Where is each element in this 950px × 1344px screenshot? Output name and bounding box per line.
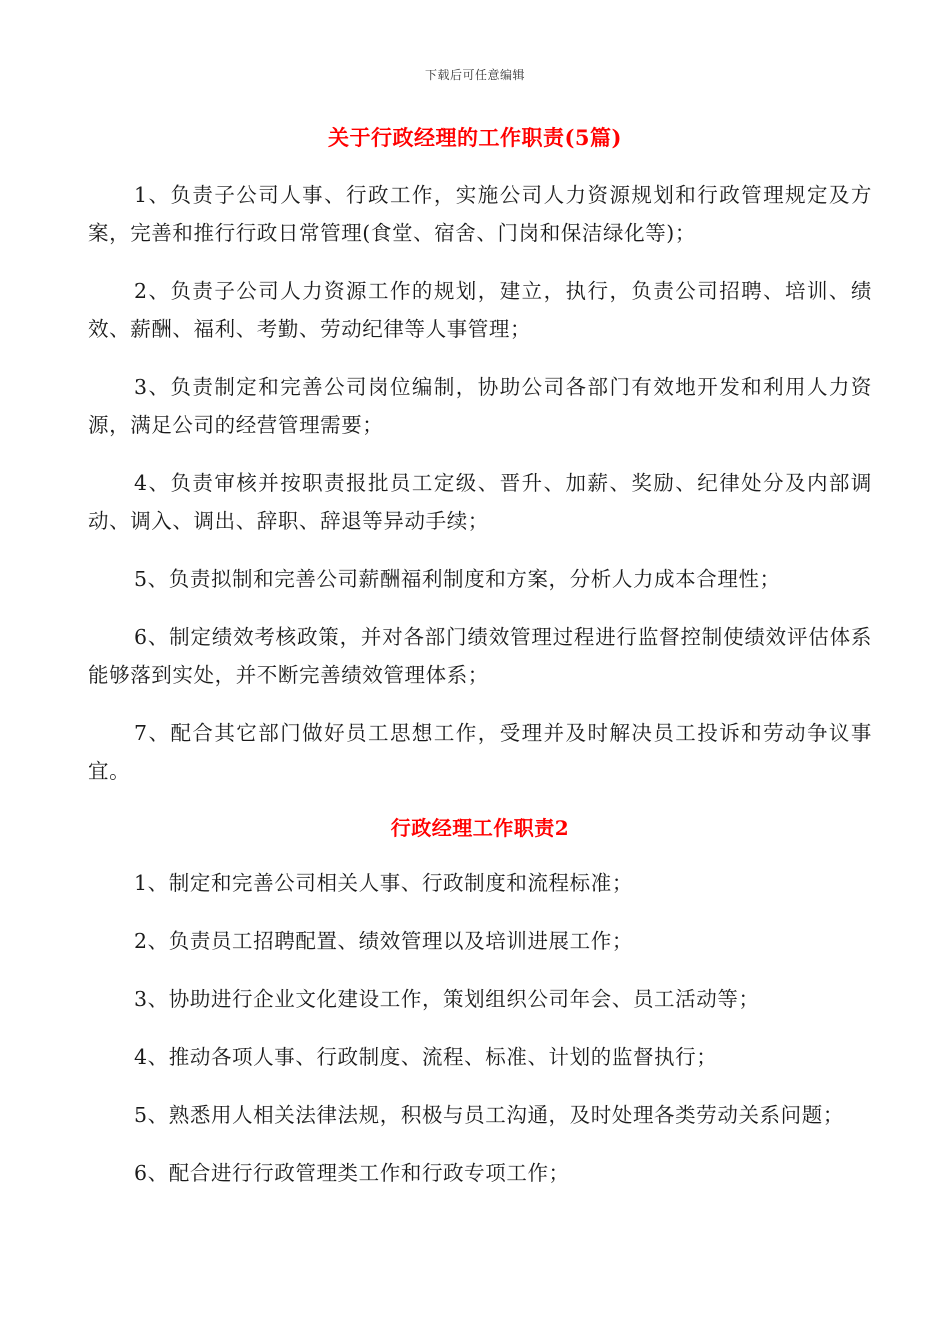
paragraph: 3、协助进行企业文化建设工作，策划组织公司年会、员工活动等；	[134, 987, 760, 1011]
section-2	[88, 864, 872, 1192]
paragraph: 4、推动各项人事、行政制度、流程、标准、计划的监督执行；	[134, 1045, 718, 1069]
paragraph: 6、配合进行行政管理类工作和行政专项工作；	[134, 1161, 570, 1185]
document-title: 关于行政经理的工作职责(5篇)	[328, 125, 622, 150]
paragraph: 2、负责员工招聘配置、绩效管理以及培训进展工作；	[134, 929, 633, 953]
paragraph: 2、负责子公司人力资源工作的规划，建立，执行，负责公司招聘、培训、绩效、薪酬、福利、考勤、劳动纪律等人事管理；	[88, 279, 872, 341]
paragraph: 4、负责审核并按职责报批员工定级、晋升、加薪、奖励、纪律处分及内部调动、调入、调出、辞职、辞退等异动手续；	[88, 471, 872, 533]
paragraph: 3、负责制定和完善公司岗位编制，协助公司各部门有效地开发和利用人力资源，满足公司的经营管理需要；	[88, 375, 872, 437]
paragraph: 1、负责子公司人事、行政工作，实施公司人力资源规划和行政管理规定及方案，完善和推行行政日常管理(食堂、宿舍、门岗和保洁绿化等)；	[88, 183, 872, 245]
header-note: 下载后可任意编辑	[424, 68, 525, 82]
document-body	[88, 176, 872, 1212]
paragraph: 6、制定绩效考核政策，并对各部门绩效管理过程进行监督控制使绩效评估体系能够落到实处，并不断完善绩效管理体系；	[88, 625, 872, 687]
paragraph: 5、熟悉用人相关法律法规，积极与员工沟通，及时处理各类劳动关系问题；	[134, 1103, 844, 1127]
paragraph: 7、配合其它部门做好员工思想工作，受理并及时解决员工投诉和劳动争议事宜。	[88, 721, 872, 783]
paragraph: 5、负责拟制和完善公司薪酬福利制度和方案，分析人力成本合理性；	[134, 567, 781, 591]
section-1	[88, 176, 872, 790]
section-2-title: 行政经理工作职责2	[390, 816, 570, 840]
paragraph: 1、制定和完善公司相关人事、行政制度和流程标准；	[134, 871, 633, 895]
